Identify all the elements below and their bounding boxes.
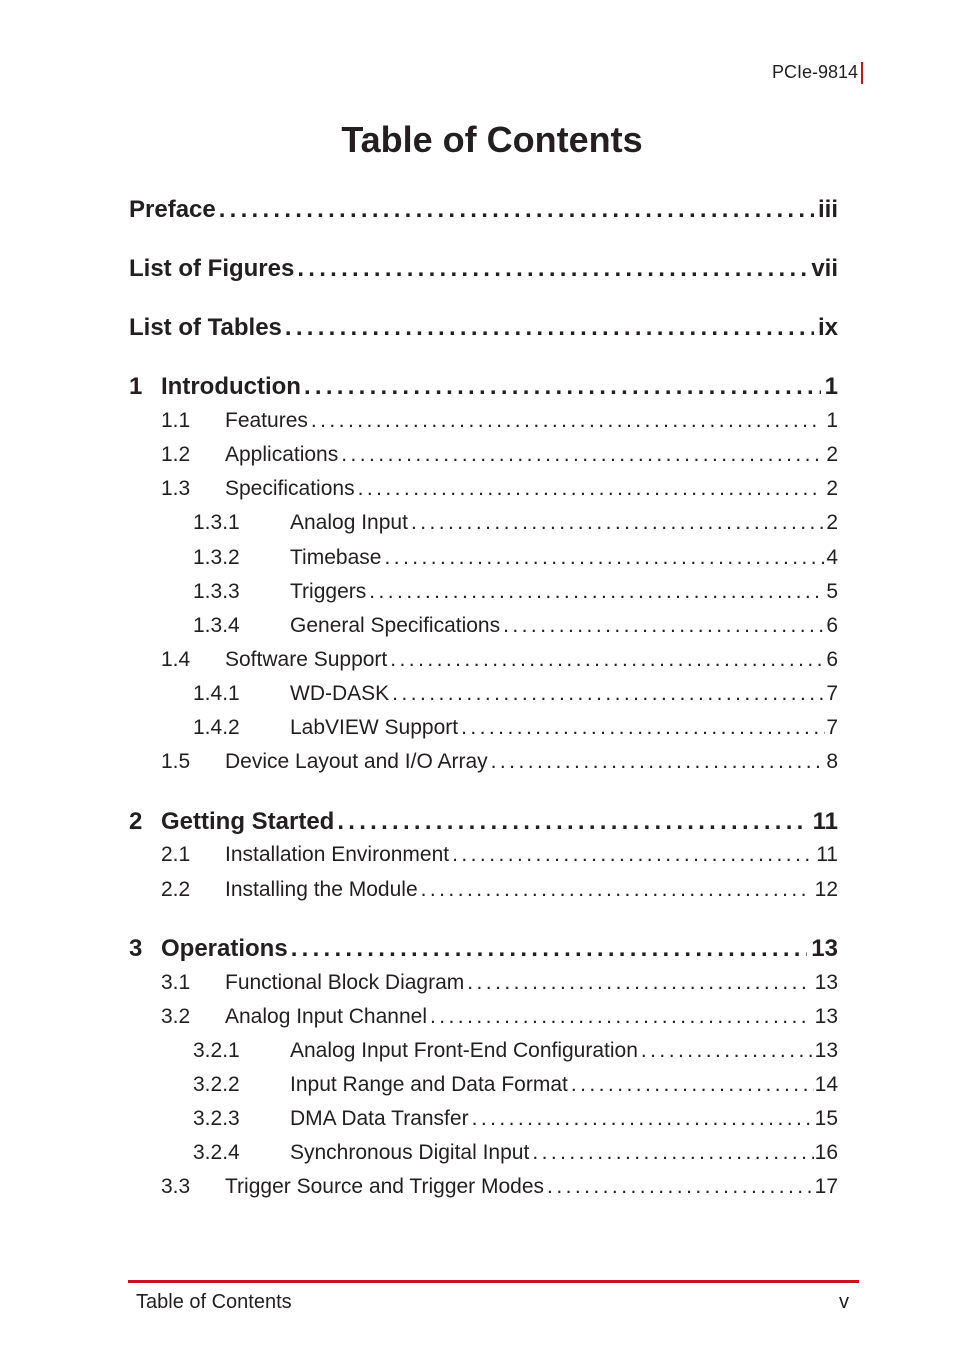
toc-entry-number: 3.1	[161, 971, 191, 994]
toc-entry-number: 3.2	[161, 1005, 191, 1028]
toc-entry[interactable]	[129, 808, 838, 838]
toc-entry-label: Introduction	[161, 373, 301, 400]
toc-entry-number: 1.4.2	[193, 716, 240, 739]
toc-entry-label: Functional Block Diagram	[225, 971, 465, 994]
toc-entry[interactable]	[129, 314, 838, 344]
toc-entry-number: 2	[129, 808, 143, 835]
toc-entry-label: LabVIEW Support	[290, 716, 459, 739]
toc-entry-label: Analog Input Channel	[225, 1005, 427, 1028]
toc-entry-label: Triggers	[290, 580, 367, 603]
toc-entry[interactable]	[193, 511, 838, 539]
toc-entry-number: 1.3	[161, 477, 191, 500]
toc-entry[interactable]	[161, 648, 838, 676]
toc-entry-label: Synchronous Digital Input	[290, 1141, 530, 1164]
toc-entry-page: 6	[826, 614, 838, 637]
toc-entry-label: Getting Started	[161, 808, 335, 835]
toc-entry[interactable]	[161, 750, 838, 778]
toc-entry-page: iii	[817, 196, 838, 223]
toc-dot-leader	[641, 1039, 814, 1063]
toc-entry[interactable]	[161, 443, 838, 471]
toc-entry-page: 13	[811, 935, 838, 962]
toc-entry-page: 1	[826, 409, 838, 432]
toc-dot-leader	[491, 750, 823, 774]
toc-entry-number: 1.3.1	[193, 511, 240, 534]
toc-dot-leader	[421, 878, 811, 902]
toc-entry[interactable]	[161, 477, 838, 505]
toc-entry[interactable]	[161, 971, 838, 999]
toc-entry-label: Installing the Module	[225, 878, 418, 901]
toc-entry-page: 1	[824, 373, 838, 400]
toc-entry-number: 3.2.4	[193, 1141, 240, 1164]
toc-entry-number: 1.3.4	[193, 614, 240, 637]
toc-entry-page: 14	[814, 1073, 838, 1096]
toc-entry[interactable]	[193, 1039, 838, 1067]
toc-entry-page: ix	[817, 314, 838, 341]
toc-entry-label: List of Figures	[129, 255, 295, 282]
toc-entry-number: 1.2	[161, 443, 191, 466]
toc-entry-page: 6	[826, 648, 838, 671]
toc-entry-label: Installation Environment	[225, 843, 450, 866]
toc-entry-label: List of Tables	[129, 314, 282, 341]
toc-entry-page: 11	[816, 843, 838, 866]
toc-dot-leader	[467, 971, 810, 995]
footer-divider	[128, 1280, 859, 1283]
toc-entry[interactable]	[161, 1005, 838, 1033]
toc-entry-page: vii	[811, 255, 838, 282]
toc-dot-leader	[304, 373, 821, 401]
toc-entry[interactable]	[193, 614, 838, 642]
toc-entry[interactable]	[129, 255, 838, 285]
toc-entry-number: 2.1	[161, 843, 191, 866]
toc-entry-number: 1.4	[161, 648, 191, 671]
toc-entry-label: Timebase	[290, 546, 382, 569]
toc-dot-leader	[392, 682, 825, 706]
toc-dot-leader	[369, 580, 825, 604]
toc-entry-number: 1.1	[161, 409, 191, 432]
toc-entry-label: WD-DASK	[290, 682, 390, 705]
toc-entry-number: 1	[129, 373, 143, 400]
toc-entry[interactable]	[129, 935, 838, 965]
toc-entry-page: 7	[826, 682, 838, 705]
toc-dot-leader	[461, 716, 825, 740]
toc-entry[interactable]	[129, 373, 838, 403]
toc-dot-leader	[411, 511, 825, 535]
toc-dot-leader	[341, 443, 822, 467]
toc-entry-label: Trigger Source and Trigger Modes	[225, 1175, 545, 1198]
toc-entry-label: Preface	[129, 196, 216, 223]
toc-entry-label: Specifications	[225, 477, 355, 500]
toc-entry-page: 13	[814, 1005, 838, 1028]
toc-entry[interactable]	[193, 1107, 838, 1135]
toc-dot-leader	[358, 477, 823, 501]
toc-dot-leader	[390, 648, 822, 672]
toc-entry-label: Analog Input Front-End Configuration	[290, 1039, 638, 1062]
toc-dot-leader	[532, 1141, 813, 1165]
toc-dot-leader	[311, 409, 822, 433]
toc-dot-leader	[219, 196, 814, 224]
toc-entry-label: DMA Data Transfer	[290, 1107, 469, 1130]
toc-entry-number: 1.4.1	[193, 682, 240, 705]
toc-entry[interactable]	[193, 1073, 838, 1101]
toc-entry-number: 3.2.1	[193, 1039, 240, 1062]
toc-entry-page: 5	[826, 580, 838, 603]
toc-entry-page: 4	[826, 546, 838, 569]
toc-entry-number: 1.5	[161, 750, 191, 773]
toc-entry-number: 1.3.2	[193, 546, 240, 569]
product-name: PCIe-9814	[771, 62, 858, 82]
toc-dot-leader	[285, 314, 814, 342]
toc-entry-page: 2	[826, 477, 838, 500]
toc-entry[interactable]	[193, 580, 838, 608]
toc-entry[interactable]	[193, 682, 838, 710]
toc-entry-page: 2	[826, 511, 838, 534]
toc-entry-page: 11	[812, 808, 838, 835]
toc-dot-leader	[384, 546, 825, 570]
toc-entry-label: Features	[225, 409, 308, 432]
toc-entry[interactable]	[161, 843, 838, 871]
toc-entry-label: Input Range and Data Format	[290, 1073, 568, 1096]
toc-entry[interactable]	[161, 1175, 838, 1203]
toc-entry-number: 3.2.3	[193, 1107, 240, 1130]
footer-page-number: v	[839, 1291, 849, 1313]
toc-entry-page: 16	[814, 1141, 838, 1164]
toc-entry-page: 13	[814, 971, 838, 994]
toc-entry-number: 3	[129, 935, 143, 962]
page-title: Table of Contents	[341, 119, 643, 160]
toc-dot-leader	[337, 808, 808, 836]
toc-dot-leader	[430, 1005, 811, 1029]
toc-dot-leader	[571, 1073, 814, 1097]
toc-entry-number: 2.2	[161, 878, 191, 901]
toc-dot-leader	[452, 843, 812, 867]
toc-entry-label: Analog Input	[290, 511, 408, 534]
toc-entry-page: 2	[826, 443, 838, 466]
toc-dot-leader	[547, 1175, 811, 1199]
toc-entry-page: 8	[826, 750, 838, 773]
toc-entry-page: 15	[814, 1107, 838, 1130]
toc-entry-number: 3.3	[161, 1175, 191, 1198]
toc-dot-leader	[291, 935, 808, 963]
toc-entry-label: General Specifications	[290, 614, 501, 637]
toc-entry-label: Software Support	[225, 648, 388, 671]
toc-entry[interactable]	[161, 409, 838, 437]
toc-entry-page: 12	[814, 878, 838, 901]
toc-dot-leader	[297, 255, 807, 283]
toc-entry-label: Applications	[225, 443, 339, 466]
toc-entry-number: 3.2.2	[193, 1073, 240, 1096]
toc-entry[interactable]	[193, 716, 838, 744]
toc-entry[interactable]	[193, 1141, 838, 1169]
toc-dot-leader	[503, 614, 825, 638]
toc-entry-label: Operations	[161, 935, 288, 962]
toc-dot-leader	[472, 1107, 814, 1131]
toc-entry-number: 1.3.3	[193, 580, 240, 603]
toc-entry[interactable]	[161, 878, 838, 906]
toc-entry[interactable]	[129, 196, 838, 226]
toc-entry-page: 13	[814, 1039, 838, 1062]
footer-section-title: Table of Contents	[136, 1291, 292, 1313]
toc-entry-label: Device Layout and I/O Array	[225, 750, 488, 773]
toc-entry-page: 7	[826, 716, 838, 739]
toc-entry[interactable]	[193, 546, 838, 574]
toc-entry-page: 17	[814, 1175, 838, 1198]
